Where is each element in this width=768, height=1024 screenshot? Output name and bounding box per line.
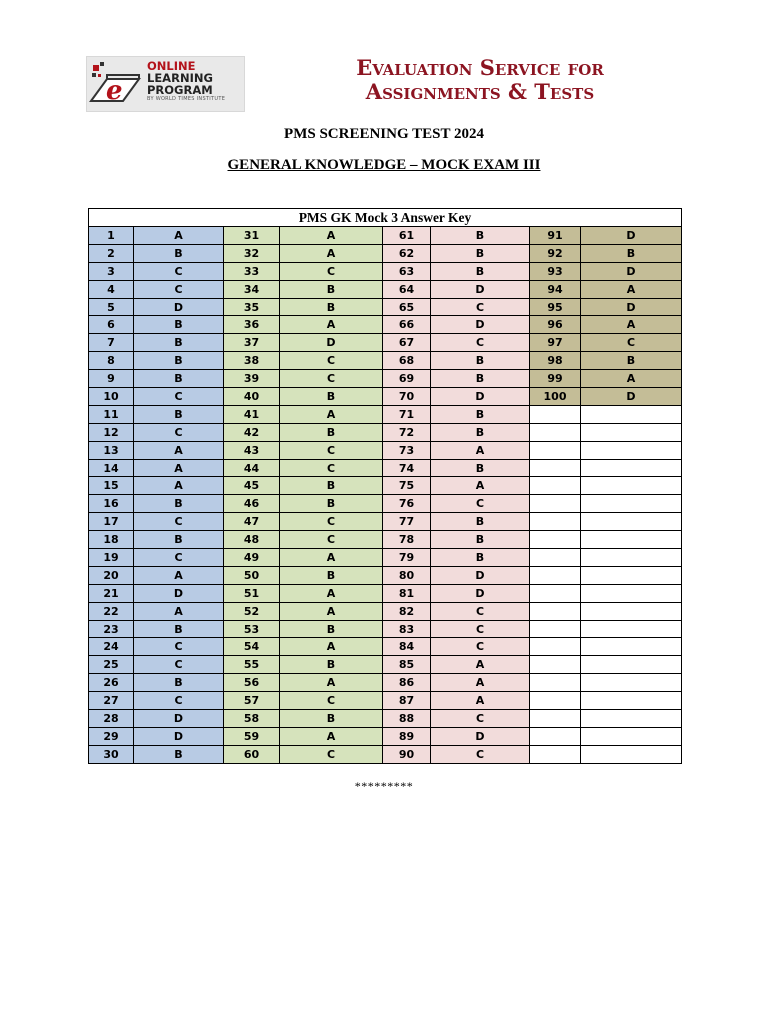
answer-cell: B	[431, 370, 530, 388]
question-number-cell: 88	[383, 710, 431, 728]
logo-line-program: PROGRAM	[147, 83, 213, 97]
answer-cell: D	[431, 388, 530, 406]
question-number-cell: 20	[89, 566, 134, 584]
answer-cell: D	[134, 710, 224, 728]
answer-cell: B	[280, 566, 383, 584]
question-number-cell: 93	[530, 262, 581, 280]
table-row	[89, 298, 682, 316]
answer-cell	[581, 710, 682, 728]
answer-cell: B	[581, 352, 682, 370]
answer-cell: B	[134, 370, 224, 388]
answer-cell	[581, 459, 682, 477]
answer-cell: A	[581, 280, 682, 298]
svg-text:e: e	[106, 76, 123, 106]
answer-cell	[581, 513, 682, 531]
e-learning-icon	[87, 57, 147, 111]
question-number-cell: 29	[89, 727, 134, 745]
question-number-cell: 44	[224, 459, 280, 477]
table-row	[89, 441, 682, 459]
answer-cell	[581, 495, 682, 513]
answer-cell	[581, 405, 682, 423]
question-number-cell: 66	[383, 316, 431, 334]
question-number-cell: 33	[224, 262, 280, 280]
question-number-cell: 17	[89, 513, 134, 531]
answer-cell: B	[431, 405, 530, 423]
question-number-cell	[530, 638, 581, 656]
question-number-cell: 6	[89, 316, 134, 334]
question-number-cell: 2	[89, 244, 134, 262]
question-number-cell	[530, 584, 581, 602]
answer-cell: C	[431, 495, 530, 513]
answer-cell: B	[431, 459, 530, 477]
question-number-cell: 74	[383, 459, 431, 477]
question-number-cell: 55	[224, 656, 280, 674]
question-number-cell	[530, 745, 581, 763]
table-row	[89, 244, 682, 262]
answer-cell: D	[280, 334, 383, 352]
question-number-cell: 96	[530, 316, 581, 334]
question-number-cell: 70	[383, 388, 431, 406]
answer-cell: B	[280, 710, 383, 728]
question-number-cell: 23	[89, 620, 134, 638]
answer-cell: C	[280, 513, 383, 531]
table-row	[89, 674, 682, 692]
answer-cell: C	[431, 710, 530, 728]
table-row	[89, 388, 682, 406]
answer-cell: A	[431, 441, 530, 459]
online-learning-program-logo	[86, 56, 245, 112]
question-number-cell: 59	[224, 727, 280, 745]
answer-cell	[581, 584, 682, 602]
question-number-cell: 32	[224, 244, 280, 262]
answer-cell: D	[134, 584, 224, 602]
question-number-cell: 11	[89, 405, 134, 423]
answer-cell: B	[134, 620, 224, 638]
question-number-cell	[530, 620, 581, 638]
question-number-cell: 15	[89, 477, 134, 495]
question-number-cell: 38	[224, 352, 280, 370]
table-row	[89, 280, 682, 298]
table-row	[89, 477, 682, 495]
question-number-cell: 50	[224, 566, 280, 584]
question-number-cell: 92	[530, 244, 581, 262]
table-row	[89, 423, 682, 441]
answer-cell: C	[134, 638, 224, 656]
question-number-cell: 67	[383, 334, 431, 352]
question-number-cell: 26	[89, 674, 134, 692]
table-row	[89, 531, 682, 549]
question-number-cell: 54	[224, 638, 280, 656]
question-number-cell	[530, 549, 581, 567]
answer-cell	[581, 531, 682, 549]
answer-cell: C	[134, 388, 224, 406]
answer-cell: A	[581, 316, 682, 334]
table-row	[89, 262, 682, 280]
table-row	[89, 566, 682, 584]
answer-cell: B	[431, 352, 530, 370]
banner-line-1: Evaluation Service for	[356, 55, 604, 80]
answer-cell: D	[431, 584, 530, 602]
answer-cell: C	[134, 280, 224, 298]
answer-cell: A	[134, 602, 224, 620]
answer-cell	[581, 549, 682, 567]
answer-cell: B	[134, 334, 224, 352]
question-number-cell: 79	[383, 549, 431, 567]
question-number-cell: 25	[89, 656, 134, 674]
answer-cell	[581, 674, 682, 692]
question-number-cell: 100	[530, 388, 581, 406]
question-number-cell: 58	[224, 710, 280, 728]
answer-cell: C	[280, 459, 383, 477]
answer-cell: A	[581, 370, 682, 388]
answer-cell: D	[431, 727, 530, 745]
question-number-cell: 37	[224, 334, 280, 352]
question-number-cell: 68	[383, 352, 431, 370]
question-number-cell: 7	[89, 334, 134, 352]
table-row	[89, 727, 682, 745]
logo-line-learning: LEARNING	[147, 71, 213, 85]
answer-cell: B	[134, 316, 224, 334]
answer-cell: D	[581, 227, 682, 245]
answer-cell: B	[431, 423, 530, 441]
answer-cell	[581, 566, 682, 584]
answer-cell: B	[431, 549, 530, 567]
question-number-cell: 80	[383, 566, 431, 584]
question-number-cell: 4	[89, 280, 134, 298]
answer-cell	[581, 620, 682, 638]
answer-cell: B	[280, 298, 383, 316]
question-number-cell	[530, 477, 581, 495]
answer-cell: C	[134, 262, 224, 280]
question-number-cell	[530, 674, 581, 692]
question-number-cell: 65	[383, 298, 431, 316]
question-number-cell: 3	[89, 262, 134, 280]
table-row	[89, 620, 682, 638]
question-number-cell: 76	[383, 495, 431, 513]
question-number-cell: 97	[530, 334, 581, 352]
question-number-cell: 9	[89, 370, 134, 388]
answer-cell: A	[280, 549, 383, 567]
question-number-cell	[530, 495, 581, 513]
table-row	[89, 495, 682, 513]
question-number-cell: 14	[89, 459, 134, 477]
table-row	[89, 459, 682, 477]
answer-cell: B	[431, 262, 530, 280]
question-number-cell: 71	[383, 405, 431, 423]
question-number-cell: 89	[383, 727, 431, 745]
question-number-cell: 18	[89, 531, 134, 549]
answer-cell: D	[134, 298, 224, 316]
answer-cell: D	[581, 388, 682, 406]
answer-cell: C	[134, 423, 224, 441]
answer-cell: B	[134, 745, 224, 763]
question-number-cell: 36	[224, 316, 280, 334]
question-number-cell: 69	[383, 370, 431, 388]
question-number-cell: 24	[89, 638, 134, 656]
table-row	[89, 745, 682, 763]
question-number-cell: 60	[224, 745, 280, 763]
question-number-cell: 13	[89, 441, 134, 459]
question-number-cell: 22	[89, 602, 134, 620]
answer-cell: A	[134, 441, 224, 459]
end-marker: *********	[354, 779, 414, 793]
answer-cell: C	[280, 692, 383, 710]
answer-cell: B	[280, 477, 383, 495]
logo-line-online: ONLINE	[147, 59, 196, 73]
answer-cell: A	[134, 477, 224, 495]
question-number-cell: 78	[383, 531, 431, 549]
question-number-cell: 10	[89, 388, 134, 406]
answer-cell: C	[431, 620, 530, 638]
answer-cell: A	[280, 638, 383, 656]
answer-cell: D	[134, 727, 224, 745]
question-number-cell: 77	[383, 513, 431, 531]
table-row	[89, 352, 682, 370]
answer-cell: C	[280, 441, 383, 459]
answer-cell: C	[280, 745, 383, 763]
table-row	[89, 638, 682, 656]
question-number-cell: 64	[383, 280, 431, 298]
question-number-cell: 19	[89, 549, 134, 567]
question-number-cell: 47	[224, 513, 280, 531]
table-row	[89, 710, 682, 728]
answer-cell: C	[581, 334, 682, 352]
answer-cell	[581, 745, 682, 763]
answer-cell: C	[431, 602, 530, 620]
answer-cell: C	[280, 262, 383, 280]
answer-cell: A	[280, 674, 383, 692]
question-number-cell: 75	[383, 477, 431, 495]
answer-cell: B	[280, 388, 383, 406]
answer-cell: A	[431, 656, 530, 674]
question-number-cell: 56	[224, 674, 280, 692]
question-number-cell: 51	[224, 584, 280, 602]
answer-cell: B	[581, 244, 682, 262]
answer-cell: C	[134, 656, 224, 674]
answer-cell: B	[134, 352, 224, 370]
answer-cell: A	[280, 405, 383, 423]
question-number-cell: 45	[224, 477, 280, 495]
answer-cell: D	[431, 566, 530, 584]
question-number-cell: 87	[383, 692, 431, 710]
question-number-cell: 12	[89, 423, 134, 441]
table-row	[89, 584, 682, 602]
question-number-cell: 34	[224, 280, 280, 298]
answer-cell: C	[134, 513, 224, 531]
answer-cell: A	[134, 227, 224, 245]
answer-cell: C	[280, 352, 383, 370]
question-number-cell: 35	[224, 298, 280, 316]
answer-cell: B	[134, 495, 224, 513]
answer-cell: A	[280, 316, 383, 334]
question-number-cell	[530, 423, 581, 441]
question-number-cell: 81	[383, 584, 431, 602]
question-number-cell: 1	[89, 227, 134, 245]
answer-cell: C	[431, 638, 530, 656]
answer-cell: C	[431, 745, 530, 763]
question-number-cell: 39	[224, 370, 280, 388]
answer-cell	[581, 692, 682, 710]
answer-cell: A	[280, 227, 383, 245]
question-number-cell: 5	[89, 298, 134, 316]
answer-cell: C	[134, 549, 224, 567]
question-number-cell: 41	[224, 405, 280, 423]
answer-cell: A	[280, 602, 383, 620]
logo-tagline: BY WORLD TIMES INSTITUTE	[147, 96, 226, 102]
question-number-cell: 48	[224, 531, 280, 549]
question-number-cell: 30	[89, 745, 134, 763]
document-title: PMS SCREENING TEST 2024	[284, 126, 484, 142]
answer-cell: B	[280, 656, 383, 674]
question-number-cell: 63	[383, 262, 431, 280]
question-number-cell: 62	[383, 244, 431, 262]
answer-cell: A	[134, 566, 224, 584]
question-number-cell: 42	[224, 423, 280, 441]
answer-key-caption-row	[89, 209, 682, 227]
answer-cell: B	[280, 423, 383, 441]
answer-cell: A	[134, 459, 224, 477]
banner-line-2: Assignments & Tests	[365, 79, 595, 104]
question-number-cell: 53	[224, 620, 280, 638]
answer-cell	[581, 441, 682, 459]
question-number-cell: 98	[530, 352, 581, 370]
document-subtitle: GENERAL KNOWLEDGE – MOCK EXAM III	[227, 157, 541, 173]
answer-cell: B	[134, 531, 224, 549]
question-number-cell: 90	[383, 745, 431, 763]
answer-key-caption: PMS GK Mock 3 Answer Key	[89, 209, 682, 227]
answer-cell	[581, 423, 682, 441]
question-number-cell: 84	[383, 638, 431, 656]
answer-cell	[581, 638, 682, 656]
answer-cell: C	[431, 298, 530, 316]
answer-cell: A	[280, 244, 383, 262]
table-row	[89, 549, 682, 567]
answer-cell: B	[280, 495, 383, 513]
question-number-cell: 57	[224, 692, 280, 710]
question-number-cell	[530, 727, 581, 745]
answer-cell: D	[431, 316, 530, 334]
question-number-cell	[530, 531, 581, 549]
answer-cell: C	[431, 334, 530, 352]
question-number-cell: 82	[383, 602, 431, 620]
question-number-cell	[530, 692, 581, 710]
table-row	[89, 316, 682, 334]
question-number-cell: 43	[224, 441, 280, 459]
question-number-cell: 91	[530, 227, 581, 245]
answer-cell: A	[280, 584, 383, 602]
question-number-cell: 72	[383, 423, 431, 441]
answer-cell: D	[581, 262, 682, 280]
question-number-cell	[530, 459, 581, 477]
question-number-cell	[530, 602, 581, 620]
question-number-cell: 94	[530, 280, 581, 298]
answer-cell: B	[431, 513, 530, 531]
answer-cell	[581, 602, 682, 620]
answer-cell: A	[431, 477, 530, 495]
answer-cell: A	[280, 727, 383, 745]
table-row	[89, 405, 682, 423]
table-row	[89, 602, 682, 620]
question-number-cell: 52	[224, 602, 280, 620]
answer-cell: B	[280, 620, 383, 638]
question-number-cell: 86	[383, 674, 431, 692]
question-number-cell	[530, 566, 581, 584]
question-number-cell: 83	[383, 620, 431, 638]
question-number-cell	[530, 441, 581, 459]
question-number-cell: 61	[383, 227, 431, 245]
answer-cell: B	[280, 280, 383, 298]
table-row	[89, 513, 682, 531]
answer-cell: B	[134, 405, 224, 423]
question-number-cell	[530, 513, 581, 531]
answer-cell	[581, 656, 682, 674]
answer-cell: B	[431, 531, 530, 549]
question-number-cell: 73	[383, 441, 431, 459]
answer-cell: C	[280, 370, 383, 388]
question-number-cell	[530, 405, 581, 423]
answer-cell: C	[134, 692, 224, 710]
question-number-cell: 99	[530, 370, 581, 388]
question-number-cell: 21	[89, 584, 134, 602]
answer-key-table	[88, 208, 682, 764]
question-number-cell: 49	[224, 549, 280, 567]
question-number-cell: 31	[224, 227, 280, 245]
evaluation-service-banner	[300, 56, 660, 104]
question-number-cell: 40	[224, 388, 280, 406]
answer-cell	[581, 727, 682, 745]
question-number-cell	[530, 710, 581, 728]
table-row	[89, 370, 682, 388]
question-number-cell	[530, 656, 581, 674]
question-number-cell: 46	[224, 495, 280, 513]
answer-cell: C	[280, 531, 383, 549]
question-number-cell: 85	[383, 656, 431, 674]
table-row	[89, 334, 682, 352]
answer-cell	[581, 477, 682, 495]
answer-cell: B	[431, 244, 530, 262]
answer-cell: D	[431, 280, 530, 298]
answer-cell: D	[581, 298, 682, 316]
answer-cell: B	[134, 674, 224, 692]
question-number-cell: 95	[530, 298, 581, 316]
table-row	[89, 227, 682, 245]
table-row	[89, 656, 682, 674]
answer-cell: B	[431, 227, 530, 245]
answer-cell: B	[134, 244, 224, 262]
question-number-cell: 8	[89, 352, 134, 370]
answer-cell: A	[431, 674, 530, 692]
question-number-cell: 16	[89, 495, 134, 513]
table-row	[89, 692, 682, 710]
answer-cell: A	[431, 692, 530, 710]
question-number-cell: 28	[89, 710, 134, 728]
question-number-cell: 27	[89, 692, 134, 710]
